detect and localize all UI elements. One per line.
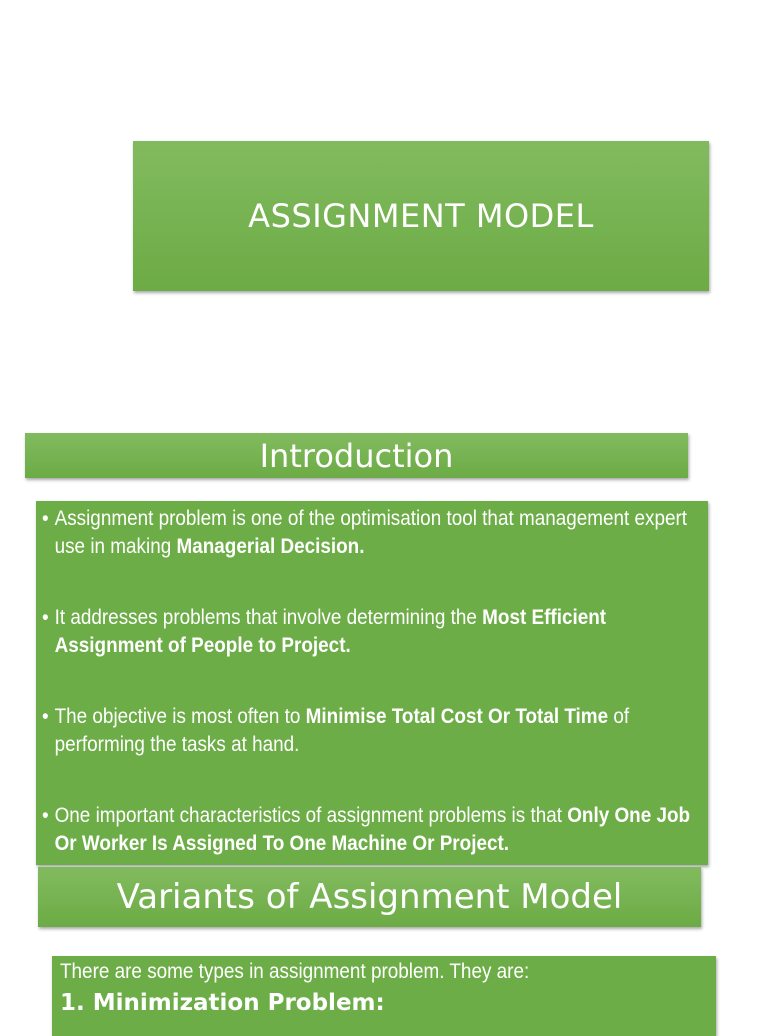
bullet-dot: • <box>42 606 49 629</box>
variants-heading-box <box>38 867 701 927</box>
introduction-heading: Introduction <box>259 436 454 475</box>
bullet-item: • Assignment problem is one of the optimisation tool that management expert use in making Managerial Decision. <box>42 507 688 558</box>
bullet-dot: • <box>42 507 49 530</box>
title-slide-box <box>133 141 709 291</box>
slide-title: ASSIGNMENT MODEL <box>248 197 594 235</box>
types-content-box <box>52 956 716 1036</box>
bullet-item: • It addresses problems that involve determining the Most Efficient Assignment of People to Project. <box>42 606 607 657</box>
introduction-content-box <box>36 501 708 865</box>
bullet-item: • One important characteristics of assignment problems is that Only One Job Or Worker Is Assigned To One Machine Or Project. <box>42 804 691 855</box>
variants-heading: Variants of Assignment Model <box>116 877 623 917</box>
minimization-problem-item: 1. Minimization Problem: <box>60 990 385 1016</box>
bullet-dot: • <box>42 804 49 827</box>
types-intro-text: There are some types in assignment problem. They are: <box>60 960 530 983</box>
bullet-item: • The objective is most often to Minimise Total Cost Or Total Time of performing the tasks at hand. <box>42 705 630 756</box>
introduction-heading-box <box>25 433 688 478</box>
bullet-dot: • <box>42 705 49 728</box>
